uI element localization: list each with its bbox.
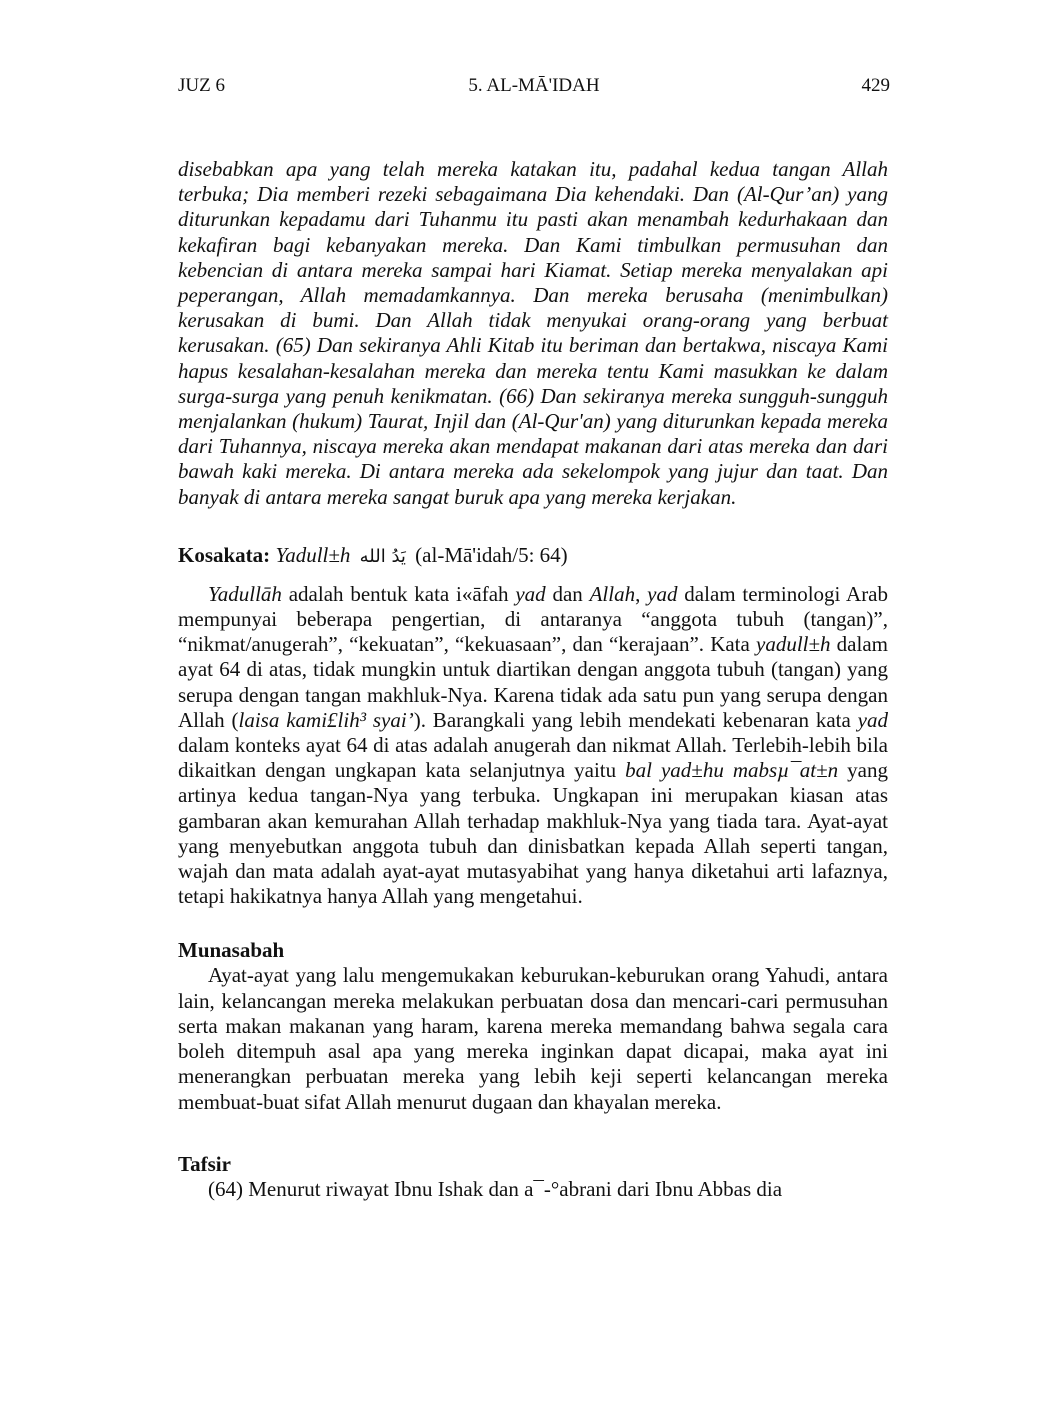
tafsir-paragraph: (64) Menurut riwayat Ibnu Ishak dan a¯-°abrani dari Ibnu Abbas dia xyxy=(208,1176,783,1201)
term-allah: Allah xyxy=(589,581,636,606)
term-yad: yad xyxy=(515,581,546,606)
tafsir-heading: Tafsir xyxy=(178,1151,231,1176)
surah-title: 5. AL-MĀ'IDAH xyxy=(468,75,600,96)
juz-label: JUZ 6 xyxy=(178,75,225,96)
term-bal-yadahu: bal yad±hu mabsµ¯at±n xyxy=(625,758,839,783)
kosakata-arabic: يَدُ الله xyxy=(359,545,406,567)
text-span: ). Barangkali yang lebih mendekati kebenaran kata xyxy=(413,707,858,732)
text-span: dalam terminologi Arab mempunyai beberapa pengertian, di antaranya “anggota tubuh (tangan)”, “nikmat/anugerah”, “kekuatan”, “kekuasaan”, dan “kerajaan”. Kata xyxy=(178,581,889,657)
text-span: adalah bentuk kata i«āfah xyxy=(281,581,516,606)
kosakata-term: Yadull±h xyxy=(275,542,351,567)
page-header xyxy=(178,72,890,100)
term-yad: yad xyxy=(857,707,888,732)
term-laisa-kamitslihi: laisa kami£lih³ syai’ xyxy=(238,707,414,732)
term-yad: yad xyxy=(647,581,678,606)
text-span: dalam ayat 64 di atas, tidak mungkin untuk diartikan dengan anggota tubuh (tangan) yang serupa dengan tangan makhluk-Nya. Karena tidak ada satu pun yang serupa dengan Allah ( xyxy=(178,632,888,732)
kosakata-label: Kosakata: xyxy=(178,542,271,567)
text-span: dan xyxy=(545,581,590,606)
munasabah-paragraph: Ayat-ayat yang lalu mengemukakan keburukan-keburukan orang Yahudi, antara lain, kelancangan mereka melakukan perbuatan dosa dan mencari-cari permusuhan serta makan makanan yang haram, karena mereka memandang bahwa segala cara boleh ditempuh asal apa yang mereka inginkan dapat dicapai, maka ayat ini menerangkan perbuatan mereka yang lebih keji seperti kelancangan mereka membuat-buat sifat Allah menurut dugaan dan khayalan mereka. xyxy=(178,963,888,1114)
term-yadullah: Yadullāh xyxy=(208,581,282,606)
kosakata-paragraph xyxy=(178,582,888,910)
kosakata-reference: (al-Mā'idah/5: 64) xyxy=(415,542,568,567)
kosakata-heading xyxy=(178,542,888,570)
text-span: dalam konteks ayat 64 di atas adalah anugerah dan nikmat Allah. Terlebih-lebih bila dikaitkan dengan ungkapan kata selanjutnya yaitu xyxy=(178,733,888,783)
term-yadullah: yadull±h xyxy=(756,632,831,657)
text-span: yang artinya kedua tangan-Nya yang terbuka. Ungkapan ini merupakan kiasan atas gambaran akan kemurahan Allah terhadap makhluk-Nya yang tiada tara. Ayat-ayat yang menyebutkan anggota tubuh dan dinisbatkan kepada Allah seperti tangan, wajah dan mata adalah ayat-ayat mutasyabihat yang hanya diketahui arti lafaznya, tetapi hakikatnya hanya Allah yang mengetahui. xyxy=(178,758,888,909)
text-span: , xyxy=(635,581,648,606)
translation-paragraph: disebabkan apa yang telah mereka katakan itu, padahal kedua tangan Allah terbuka; Dia memberi rezeki sebagaimana Dia kehendaki. Dan (Al-Qur’an) yang diturunkan kepadamu dari Tuhanmu itu pasti akan menambah kedurhakaan dan kekafiran bagi kebanyakan mereka. Dan Kami timbulkan permusuhan dan kebencian di antara mereka sampai hari Kiamat. Setiap mereka menyalakan api peperangan, Allah memadamkannya. Dan mereka berusaha (menimbulkan) kerusakan di bumi. Dan Allah tidak menyukai orang-orang yang berbuat kerusakan. (65) Dan sekiranya Ahli Kitab itu beriman dan bertakwa, niscaya Kami hapus kesalahan-kesalahan mereka dan mereka tentu Kami masukkan ke dalam surga-surga yang penuh kenikmatan. (66) Dan sekiranya mereka sungguh-sungguh menjalankan (hukum) Taurat, Injil dan (Al-Qur'an) yang diturunkan kepada mereka dari Tuhannya, niscaya mereka akan mendapat makanan dari atas mereka dan dari bawah kaki mereka. Di antara mereka ada sekelompok yang jujur dan taat. Dan banyak di antara mereka sangat buruk apa yang mereka kerjakan. xyxy=(178,157,888,509)
page-number: 429 xyxy=(861,75,890,96)
munasabah-heading: Munasabah xyxy=(178,938,285,963)
page-body xyxy=(178,157,888,1202)
